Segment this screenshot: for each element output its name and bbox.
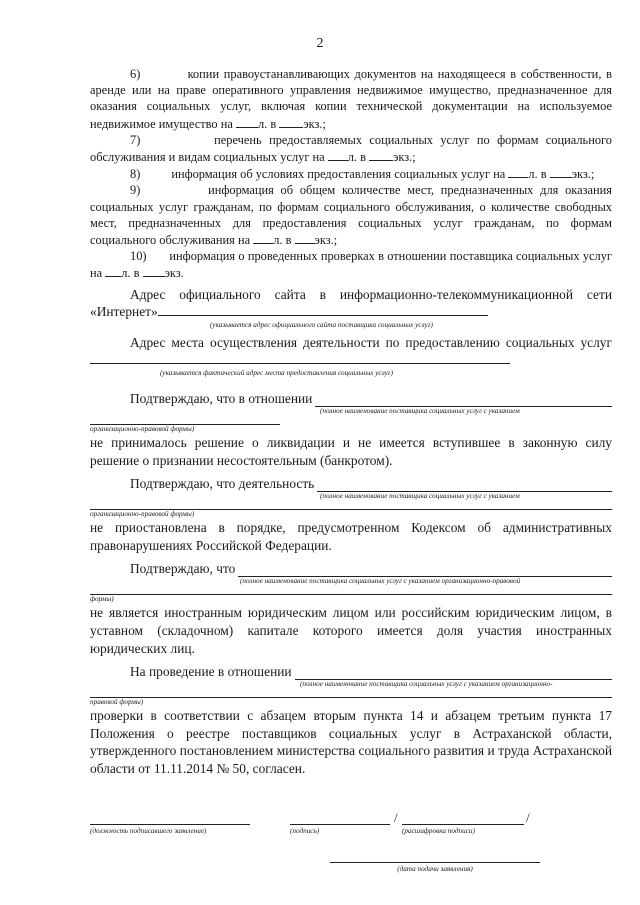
copy-count-field[interactable] [369, 148, 393, 161]
item-text: перечень предоставляемых социальных услуг по формам социального обслуживания и видам социальных услуг на [90, 132, 612, 165]
item-unit: экз.; [571, 167, 595, 182]
item-text: информация о проведенных проверках в отношении поставщика социальных услуг на [90, 249, 613, 281]
signature-field[interactable]: (подпись) [290, 824, 390, 835]
item-text: копии правоустанавливающих документов на находящееся в собственности, в аренде или на праве оперативного управления недвижимое имущество, предназначенное для оказания социальных услуг, включая копии технической документации на используемое недвижимое имущество на [90, 67, 612, 131]
sheet-count-field[interactable] [105, 264, 121, 277]
date-caption: (дата подачи заявления) [397, 865, 473, 873]
list-item-10 [90, 248, 612, 281]
provider-caption-cont: формы) [90, 595, 114, 604]
address-label: Адрес места осуществления деятельности по предоставлению социальных услуг [90, 334, 612, 369]
item-unit: экз.; [303, 116, 326, 131]
copy-count-field[interactable] [143, 264, 165, 277]
item-unit: л. в [273, 233, 292, 248]
provider-name-field-cont[interactable] [90, 689, 612, 698]
item-unit: экз.; [314, 233, 338, 248]
item-number: 7) [130, 132, 141, 147]
copy-count-field[interactable] [295, 231, 315, 244]
address-caption: (указывается фактический адрес места предоставления социальных услуг) [160, 369, 393, 378]
position-field[interactable]: (должность подписавшего заявление) [90, 824, 250, 835]
provider-caption: (полное наименование поставщика социальных услуг с указанием организационно-правовой [240, 577, 521, 586]
sheet-count-field[interactable] [508, 165, 528, 178]
item-number: 6) [130, 67, 141, 81]
copy-count-field[interactable] [279, 115, 303, 128]
item-unit: л. в [257, 116, 277, 131]
list-item-6 [90, 66, 612, 132]
list-item-7 [90, 132, 612, 165]
provider-caption-cont: организационно-правовой формы) [90, 510, 195, 519]
provider-caption: (полное наименование поставщика социальных услуг с указанием [320, 492, 520, 501]
liquidation-text: не принималось решение о ликвидации и не имеется вступившее в законную силу решение о признании несостоятельным (банкротом). [90, 435, 612, 468]
page-number: 2 [316, 36, 324, 51]
provider-name-field[interactable] [315, 392, 612, 407]
item-unit: л. в [528, 167, 547, 182]
item-unit: л. в [347, 150, 366, 165]
provider-name-field[interactable] [295, 665, 612, 680]
provider-name-field-cont[interactable] [90, 501, 612, 510]
item-number: 10) [130, 249, 147, 264]
activity-text: не приостановлена в порядке, предусмотренном Кодексом об административных правонарушениях Российской Федерации. [90, 520, 612, 553]
copy-count-field[interactable] [550, 165, 572, 178]
slash-left: / [394, 810, 398, 825]
sheet-count-field[interactable] [236, 115, 258, 128]
provider-name-field-cont[interactable] [90, 586, 612, 595]
confirmation-foreign: Подтверждаю, что [90, 560, 612, 577]
sheet-count-field[interactable] [328, 148, 348, 161]
item-unit: экз.; [393, 150, 416, 165]
item-number: 8) [130, 167, 141, 182]
website-caption: (указывается адрес официального сайта поставщика социальных услуг) [210, 320, 433, 329]
date-field[interactable] [330, 862, 540, 873]
address-field[interactable] [90, 351, 510, 364]
item-unit: экз. [164, 266, 184, 281]
item-text: информация об общем количестве мест, предназначенных для оказания социальных услуг гражданам, по формам социального обслуживания, о количестве свободных мест, предназначенных для предоставления социальных услуг гражданам, по формам социального обслуживания на [90, 183, 612, 248]
item-text: информация об условиях предоставления социальных услуг на [171, 167, 506, 182]
website-field[interactable] [158, 303, 488, 316]
foreign-text: не является иностранным юридическим лицом или российским юридическим лицом, в уставном (складочном) капитале которого имеется доля участия иностранных юридических лиц. [90, 605, 612, 656]
provider-name-field[interactable] [317, 477, 612, 492]
provider-caption: (полное наименование поставщика социальных услуг с указанием [320, 407, 520, 416]
inspection-text: проверки в соответствии с абзацем вторым пункта 14 и абзацем третьим пункта 17 Положения о реестре поставщиков социальных услуг в Астраханской области, утвержденного постановлением министерства социального развития и труда Астраханской области от 11.11.2014 № 50, согласен. [90, 708, 612, 776]
list-item-8 [90, 165, 612, 182]
decode-field[interactable]: (расшифровка подписи) [402, 824, 524, 835]
document-body [90, 66, 612, 778]
confirmation-activity: Подтверждаю, что деятельность [90, 475, 612, 492]
provider-caption-cont: организационно-правовой формы) [90, 425, 195, 434]
slash-right: / [526, 810, 530, 825]
signature-block [90, 810, 612, 844]
provider-name-field-cont[interactable] [90, 416, 280, 425]
provider-caption-cont: правовой формы) [90, 698, 144, 707]
provider-caption: (полное наименование поставщика социальных услуг с указанием организационно- [300, 680, 553, 689]
sheet-count-field[interactable] [253, 231, 273, 244]
confirmation-liquidation: Подтверждаю, что в отношении [90, 390, 612, 407]
consent-inspection: На проведение в отношении [90, 663, 612, 680]
item-unit: л. в [121, 266, 140, 281]
website-label: Адрес официального сайта в информационно-телекоммуникационной сети «Интернет» [90, 286, 612, 320]
item-number: 9) [130, 183, 141, 198]
list-item-9 [90, 182, 612, 248]
provider-name-field[interactable] [238, 562, 612, 577]
